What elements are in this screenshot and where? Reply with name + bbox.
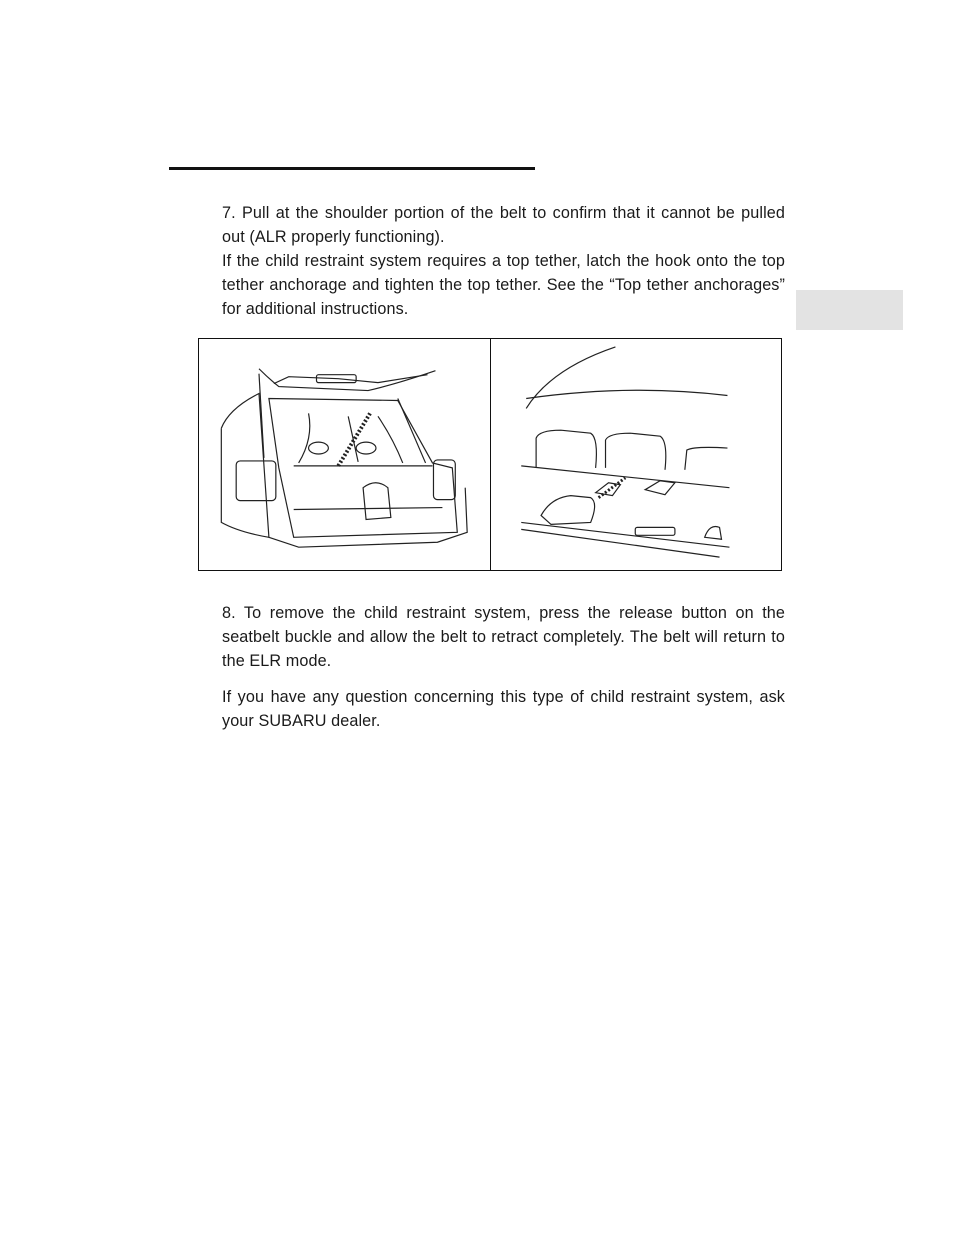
headrest-anchorage-illustration [490,339,782,570]
step-8-text: 8. To remove the child restraint system, press the release button on the seatbelt buckle and allow the belt to retract completely. The belt will return to the ELR mode. [222,604,785,670]
tether-illustration-figure [198,338,782,571]
section-header-rule [169,167,535,170]
cargo-area-drawing [199,339,490,570]
headrest-anchorage-drawing [491,339,782,570]
top-tether-note: If the child restraint system requires a top tether, latch the hook onto the top tether anchorage and tighten the top tether. See the “Top tether anchorages” for additional instructions. [222,252,785,318]
cargo-area-illustration [199,339,490,570]
step-7-text: 7. Pull at the shoulder portion of the belt to confirm that it cannot be pulled out (ALR properly functioning). [222,204,785,246]
chapter-side-tab [796,290,903,330]
dealer-note: If you have any question concerning this type of child restraint system, ask your SUBARU dealer. [222,688,785,730]
